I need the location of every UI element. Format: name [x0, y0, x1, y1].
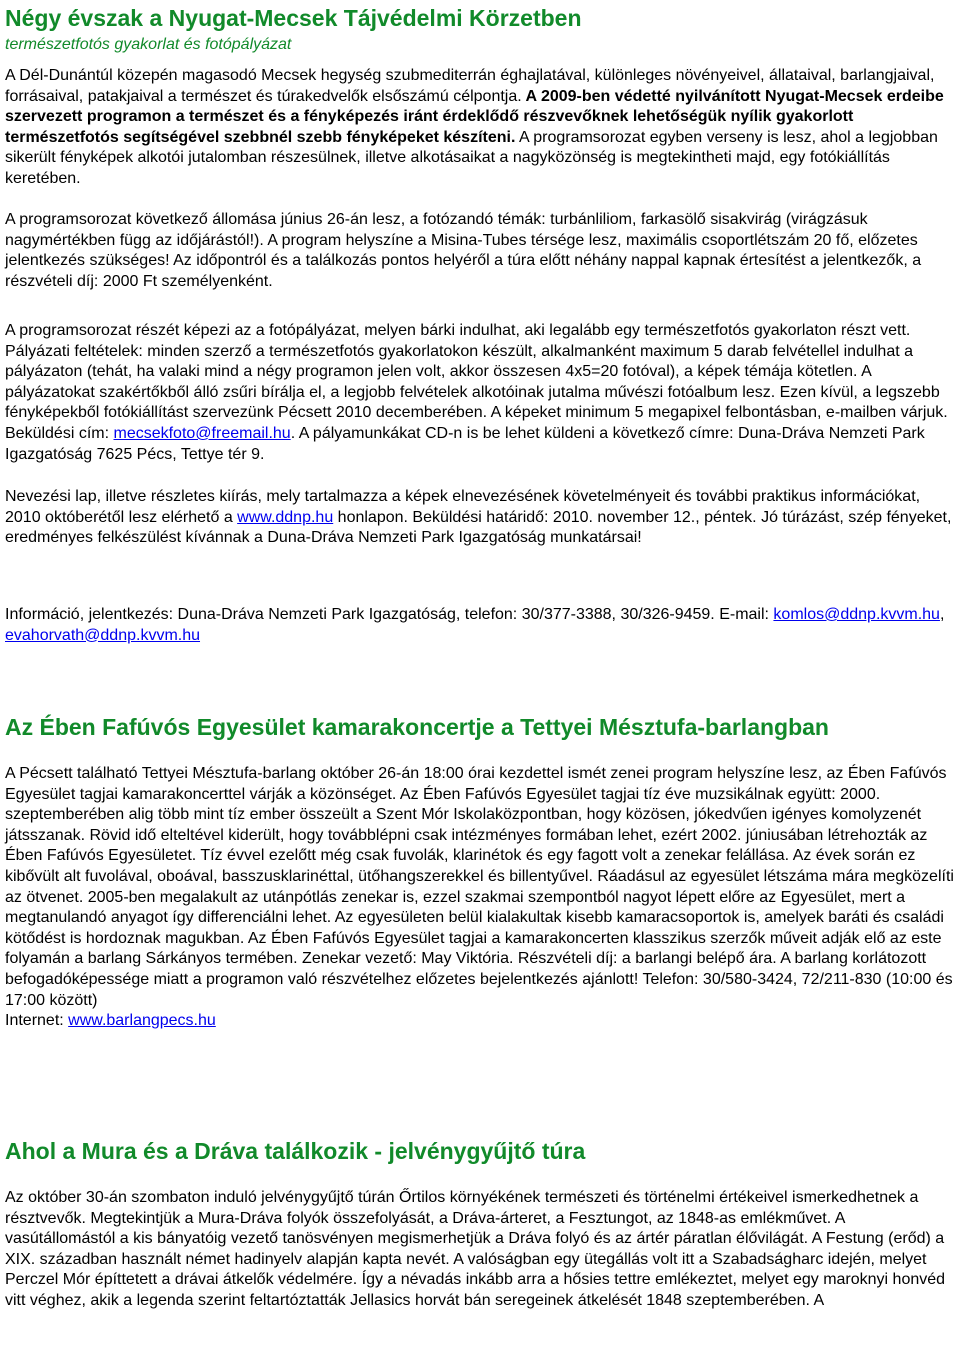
text-segment: Ezen kívül, a legszebb fényképekből fotókiállítást szervezünk Pécsett 2010 decemberében. — [5, 383, 940, 422]
text-segment: Így a névadás inkább arra a hősies tettre emlékeztet, melyet egy maroknyi honvéd vitt véghez, akik a legenda szerint feltartóztatták Jellasics horvát bán seregeinek átkelését 1848 szeptemberében. A — [5, 1271, 946, 1309]
text-segment: A program helyszíne a Misina-Tubes térsége lesz, maximális csoportlétszám 20 fő, előzetes jelentkezés szükséges! — [5, 231, 918, 270]
text-segment: A pályázatokat szakértőkből álló zsűri bírálja el, a legjobb felvételek alkotóinak jutalma művészi fotóalbum lesz. — [5, 363, 871, 401]
paragraph-contest — [5, 321, 955, 465]
internet-label: Internet: — [5, 1012, 69, 1030]
article-subtitle-photo: természetfotós gyakorlat és fotópályázat — [5, 36, 292, 53]
paragraph-entry-form — [5, 487, 955, 549]
text-segment: 2005-ben megalakult az utánpótlás zenekar is, ezzel szakmai szempontból nagyot lépett előre az Egyesület, mert a megtanulandó anyagot így differenciálni lehet. — [5, 888, 906, 927]
email-link-evahorvath[interactable]: evahorvath@ddnp.kvvm.hu — [5, 626, 201, 644]
text-segment: A képeket minimum 5 megapixel felbontásban, e-mailben várjuk. Beküldési cím: — [5, 404, 948, 442]
text-segment: A vasútállomástól a kis bányatóig vezető tanösvényen megismerhetjük a Dráva folyó és az ártér páratlan élővilágát. — [5, 1209, 845, 1248]
text-segment: A barlang korlátozott befogadóképessége miatt a programon való részvételhez előzetes bejelentkezés ajánlott! — [5, 950, 927, 988]
text-segment: Az egyesületen belül kialakultak kisebb kamaracsoportok is, amelyek baráti és családi kötődést is hordoznak magukban. — [5, 909, 944, 947]
text-segment: A valóságban egy ütegállás volt itt a Szabadságharc idején, melyet Perczel Mór építtetett a drávai átkelők védelmére. — [5, 1250, 927, 1289]
article-title-tour: Ahol a Mura és a Dráva találkozik - jelvénygyűjtő túra — [5, 1138, 586, 1164]
article-title-photo: Négy évszak a Nyugat-Mecsek Tájvédelmi Körzetben — [5, 5, 582, 31]
text-segment: Megtekintjük a Mura-Dráva folyók összefolyását, a Dráva-árteret, a Fesztungot, az 1848-as emlékművet. — [85, 1209, 832, 1227]
barlangpecs-link[interactable]: www.barlangpecs.hu — [68, 1012, 216, 1030]
text-segment: Jó túrázást, szép fényeket, eredményes felkészülést kívánnak a Duna-Dráva Nemzeti Park Igazgatóság munkatársai! — [5, 508, 952, 547]
text-segment: A Pécsett található Tettyei Mésztufa-barlang október 26-án 18:00 órai kezdettel ismét zenei program helyszíne lesz, az Ében Fafúvós Egyesület tagjai kamarakoncerttel várják a közönséget. — [5, 765, 947, 803]
paragraph-intro — [5, 66, 955, 190]
paragraph-tour — [5, 1188, 955, 1312]
text-segment: Nevezési lap, illetve részletes kiírás, mely tartalmazza a képek elnevezésének követelményeit és további praktikus információkat, 2010 októberétől lesz elérhető a — [5, 488, 921, 526]
email-link-mecsekfoto[interactable]: mecsekfoto@freemail.hu — [113, 424, 291, 442]
text-segment: Az évek során ez kibővült alt fuvolával, oboával, basszusklarinéttal, ütőhangszerekkel és billentyűvel. — [5, 847, 916, 885]
text-segment: Rövid idő elteltével kiderült, hogy továbblépni csak intézményes formában lehet, ezért 2002. júniusában létrehozták az Ében Fafúvós Egyesületet. — [5, 826, 928, 865]
text-segment: Tíz évvel ezelőtt még csak fuvolák, klarinétok és egy fagott volt a zenekar felállása. — [196, 847, 790, 865]
text-segment: , — [939, 606, 945, 623]
text-segment: Részvételi díj: a barlangi belépő ára. — [513, 950, 777, 968]
text-segment: Zenekar vezető: May Viktória. — [297, 950, 514, 968]
text-segment: A programsorozat részét képezi az a fotópályázat, melyen bárki indulhat, aki legalább egy természetfotós gyakorlaton részt vett. — [5, 322, 911, 339]
paragraph-next-event — [5, 210, 955, 292]
text-segment: Ráadásul az egyesület létszáma mára megközelíti az ötvenet. — [5, 867, 954, 906]
text-segment: honlapon. Beküldési határidő: 2010. november 12., péntek. — [333, 508, 757, 526]
text-segment: Telefon: 30/580-3424, 72/211-830 (10:00 és 17:00 között) — [5, 970, 953, 1009]
text-segment: A Dél-Dunántúl közepén magasodó Mecsek hegység szubmediterrán éghajlatával, különleges növényeivel, állataival, barlangjaival, forrásaival, patakjaival a természet és túrakedvelők elsőszámú célpontja. — [5, 67, 935, 105]
paragraph-info — [5, 605, 955, 646]
paragraph-concert — [5, 764, 955, 1032]
text-segment: Az Ében Fafúvós Egyesület tagjai a kamarakoncerten klasszikus szerzők műveit adják elő az este folyamán a barlang Sárkányos termében. — [5, 929, 942, 968]
text-segment: . A pályamunkákat CD-n is be lehet küldeni a következő címre: Duna-Dráva Nemzeti Park Igazgatóság 7625 Pécs, Tettye tér 9. — [5, 424, 925, 463]
text-segment: Az Ében Fafúvós Egyesület tagjai tíz éve muzsikálnak együtt: 2000. szeptemberében alig több mint tíz ember összeült a Szent Mór Iskolaközpontban, hogy közösen, jókedvűen igényes komolyzenét játsszanak. — [5, 785, 922, 844]
article-title-concert: Az Ében Fafúvós Egyesület kamarakoncertje a Tettyei Mésztufa-barlangban — [5, 714, 829, 740]
text-segment: A Festung (erőd) a XIX. században használt német hadinyelv alapján kapta nevét. — [5, 1230, 945, 1268]
text-segment: A programsorozat következő állomása június 26-án lesz, a fotózandó témák: turbánliliom, farkasölő sisakvirág (virágzásuk nagymértékben függ az időjárástól!). — [5, 211, 868, 249]
text-segment: Az időpontról és a találkozás pontos helyéről a túra előtt néhány nappal kapnak értesítést a jelentkezők, a részvételi díj: 2000 Ft személyenként. — [5, 252, 922, 290]
text-segment: Információ, jelentkezés: Duna-Dráva Nemzeti Park Igazgatóság, telefon: 30/377-3388, 30/326-9459. E-mail: — [5, 606, 774, 623]
ddnp-link[interactable]: www.ddnp.hu — [237, 508, 334, 526]
text-segment: Pályázati feltételek: minden szerző a természetfotós gyakorlatokon készült, alkalmanként maximum 5 darab felvétellel indulhat a pályázaton (tehát, ha valaki mind a négy programon jelen volt, akkor összesen 4x5=20 fotóval), a képek témája kötetlen. — [5, 342, 914, 381]
text-segment: Az október 30-án szombaton induló jelvénygyűjtő túrán Őrtilos környékének természeti és történelmi értékeivel ismerkedhetnek a résztvevők. — [5, 1189, 919, 1227]
text-segment: A programsorozat egyben verseny is lesz, ahol a legjobban sikerült fényképek alkotói jutalomban részesülnek, illetve alkotásaikat a nagyközönség is megtekintheti majd, egy fotókiállítás keretében. — [5, 128, 938, 187]
text-segment: A 2009-ben védetté nyilvánított Nyugat-Mecsek erdeibe szervezett programon a természet és a fényképezés iránt érdeklődő részvevőknek lehetőségük nyílik gyakorlott természetfotós segítségével szebbnél szebb fényképeket készíteni. — [5, 87, 944, 146]
email-link-komlos[interactable]: komlos@ddnp.kvvm.hu — [773, 606, 940, 623]
